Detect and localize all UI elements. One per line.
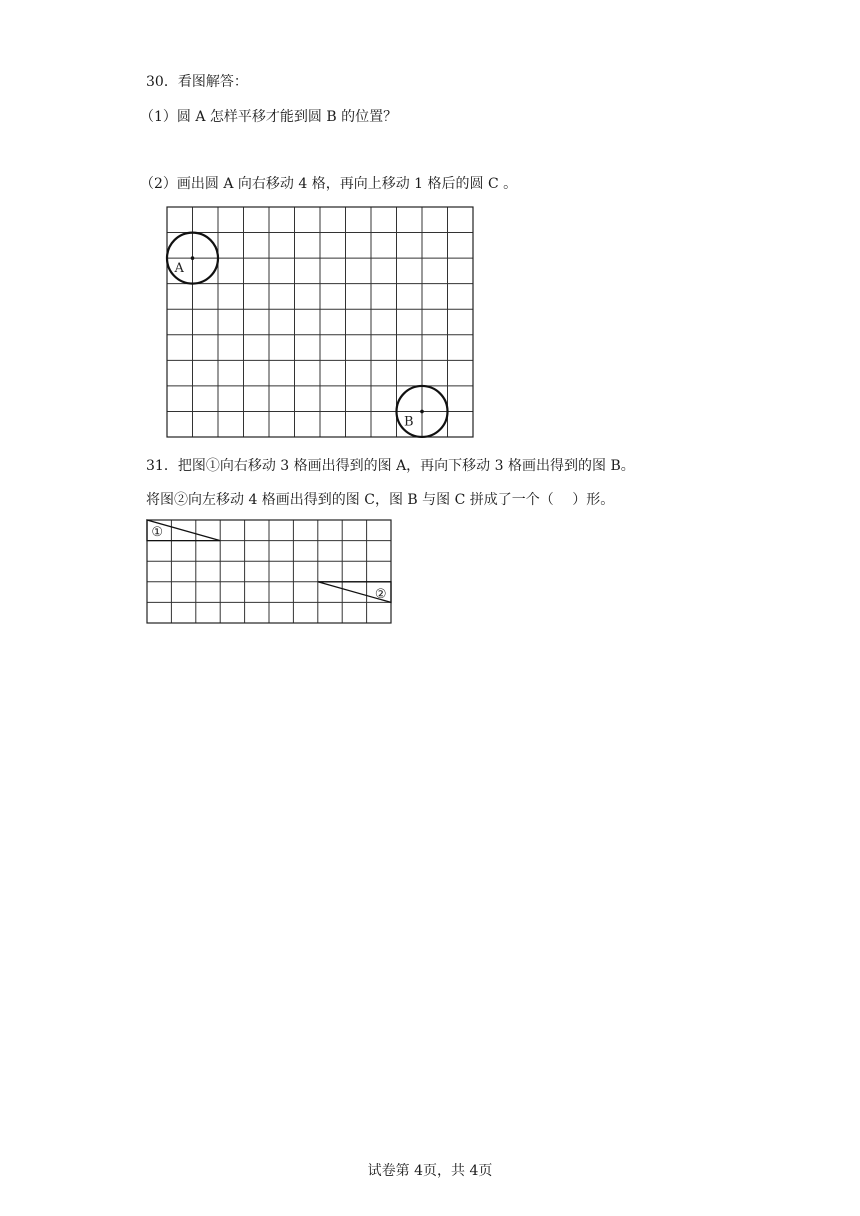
circle-label: B: [403, 414, 414, 430]
triangle-label: ①: [151, 525, 164, 541]
q30-title: 30．看图解答：: [146, 74, 248, 90]
circle-center-dot: [191, 256, 195, 260]
page-footer: 试卷第 4页，共 4页: [367, 1163, 493, 1179]
q31-line1: 31．把图①向右移动 3 格画出得到的图 A，再向下移动 3 格画出得到的图 B。: [146, 458, 635, 474]
q31-line2: 将图②向左移动 4 格画出得到的图 C，图 B 与图 C 拼成了一个（ ）形。: [146, 492, 615, 508]
triangle-label: ②: [374, 586, 387, 602]
q30-grid-figure: [167, 207, 473, 437]
circle-center-dot: [420, 410, 424, 414]
q31-grid-lines: [147, 520, 391, 623]
circle-label: A: [174, 261, 184, 277]
q30-part2: （2）画出圆 A 向右移动 4 格，再向上移动 1 格后的圆 C 。: [140, 176, 518, 192]
q30-part1: （1）圆 A 怎样平移才能到圆 B 的位置？: [140, 109, 398, 125]
q31-grid-figure: [147, 520, 391, 623]
